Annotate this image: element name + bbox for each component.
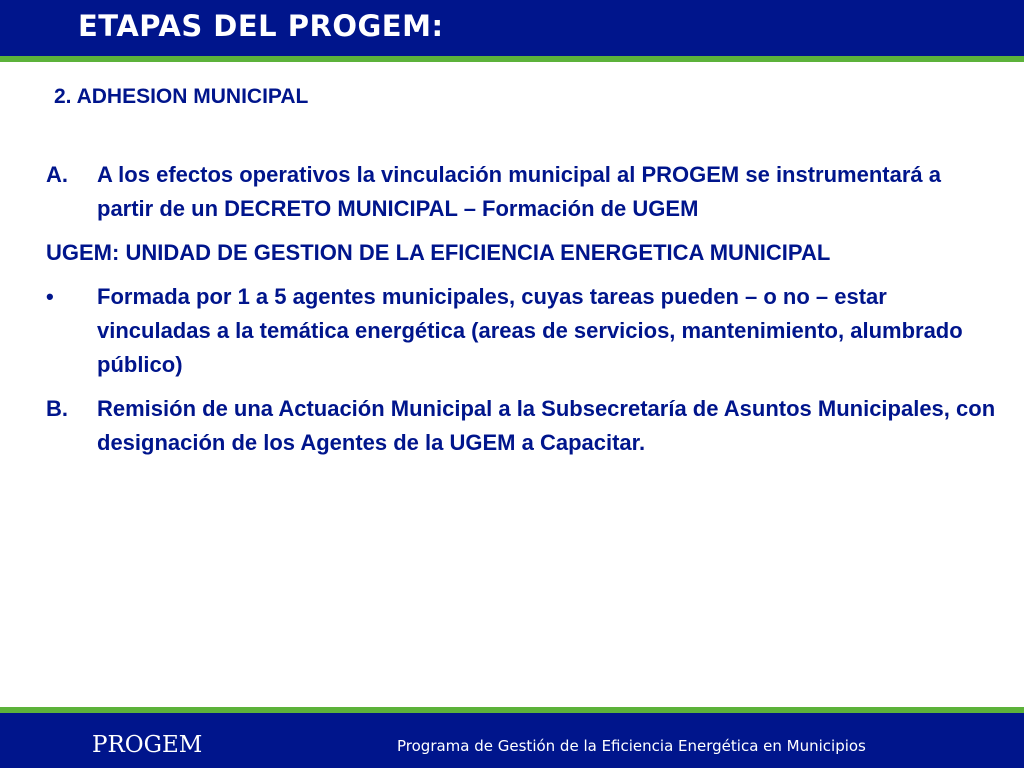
item-text-b: Remisión de una Actuación Municipal a la Subsecretaría de Asuntos Municipales, con designación de los Agentes de la UGEM a Capacitar. — [97, 396, 996, 455]
footer-brand: PROGEM — [92, 732, 203, 758]
list-item-ugem-definition — [46, 236, 996, 270]
slide-title: ETAPAS DEL PROGEM: — [78, 9, 444, 43]
item-text-bullet: Formada por 1 a 5 agentes municipales, cuyas tareas pueden – o no – estar vinculadas a la temática energética (areas de servicios, mantenimiento, alumbrado público) — [97, 284, 963, 377]
item-text-a: A los efectos operativos la vinculación municipal al PROGEM se instrumentará a partir de un DECRETO MUNICIPAL – Formación de UGEM — [97, 162, 941, 221]
bullet-icon: • — [46, 284, 54, 309]
section-heading: 2. ADHESION MUNICIPAL — [54, 85, 309, 108]
list-item-bullet — [46, 280, 996, 382]
header-accent-stripe — [0, 56, 1024, 62]
footer-program-name: Programa de Gestión de la Eficiencia Energética en Municipios — [397, 737, 866, 755]
item-text-ugem-definition: UGEM: UNIDAD DE GESTION DE LA EFICIENCIA ENERGETICA MUNICIPAL — [46, 240, 831, 265]
item-marker-b: B. — [46, 396, 68, 421]
content-list — [46, 158, 996, 470]
list-item-b — [46, 392, 996, 460]
item-marker-a: A. — [46, 162, 68, 187]
list-item-a — [46, 158, 996, 226]
